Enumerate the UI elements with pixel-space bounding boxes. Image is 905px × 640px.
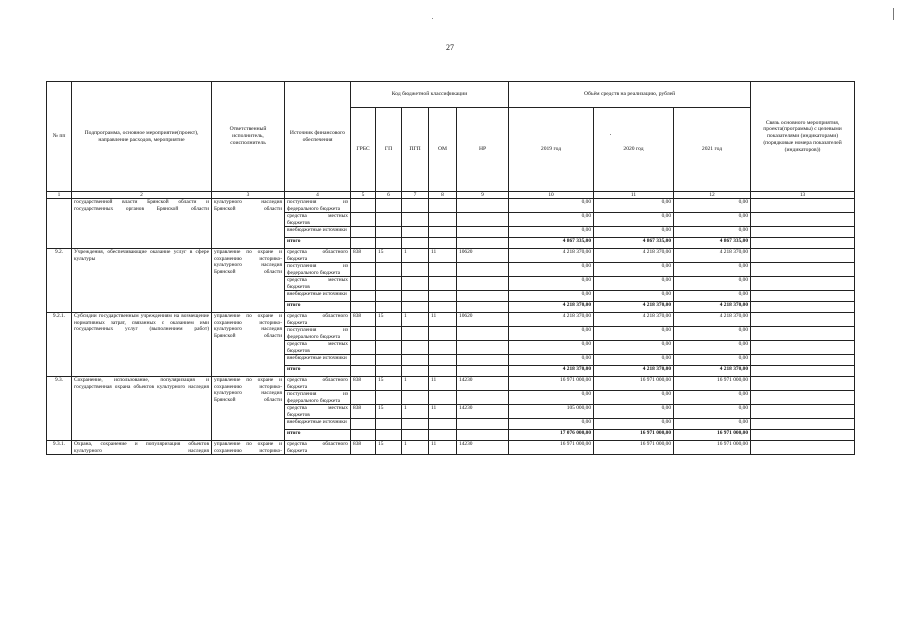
amount-2019: 0,00	[509, 419, 594, 430]
header-number: № пп	[47, 82, 72, 192]
column-index-2: 2	[72, 192, 212, 199]
om-code	[429, 227, 457, 238]
gp-code	[376, 355, 402, 366]
amount-2019: 17 076 000,00	[509, 430, 594, 441]
gp-code: 15	[376, 405, 402, 419]
executor-name: управление по охране и сохранению историко-	[212, 441, 285, 455]
amount-2021: 16 971 000,00	[674, 377, 751, 391]
header-funds-group: Объём средств на реализацию, рублей	[509, 82, 751, 108]
column-index-6: 6	[376, 192, 402, 199]
om-code	[429, 238, 457, 249]
amount-2021: 0,00	[674, 341, 751, 355]
gp-code	[376, 366, 402, 377]
executor-name: культурного наследия Брянской области	[212, 199, 285, 249]
funding-source: средства местных бюджетов	[285, 405, 351, 419]
amount-2021: 4 218 370,00	[674, 313, 751, 327]
grbs-code	[351, 227, 376, 238]
amount-2019: 0,00	[509, 227, 594, 238]
gp-code	[376, 199, 402, 213]
header-2019: 2019 год	[509, 108, 594, 192]
indicator-link	[751, 302, 855, 313]
indicator-link	[751, 366, 855, 377]
header-executor: Ответственный исполнитель, соисполнитель	[212, 82, 285, 192]
funding-source: поступления из федерального бюджета	[285, 263, 351, 277]
grbs-code	[351, 291, 376, 302]
grbs-code	[351, 199, 376, 213]
pgp-code	[402, 238, 429, 249]
indicator-link	[751, 263, 855, 277]
pgp-code: 1	[402, 405, 429, 419]
amount-2019: 0,00	[509, 263, 594, 277]
column-index-3: 3	[212, 192, 285, 199]
amount-2019: 0,00	[509, 391, 594, 405]
amount-2021: 0,00	[674, 419, 751, 430]
funding-source: поступления из федерального бюджета	[285, 199, 351, 213]
amount-2019: 4 218 370,00	[509, 249, 594, 263]
pgp-code	[402, 366, 429, 377]
funding-source: внебюджетные источники	[285, 291, 351, 302]
indicator-link	[751, 327, 855, 341]
amount-2019: 4 218 370,00	[509, 366, 594, 377]
row-number	[47, 199, 72, 249]
gp-code: 15	[376, 441, 402, 455]
header-pgp: ПГП	[402, 108, 429, 192]
om-code	[429, 291, 457, 302]
amount-2021: 16 971 000,00	[674, 441, 751, 455]
gp-code	[376, 213, 402, 227]
np-code	[457, 366, 509, 377]
grbs-code	[351, 238, 376, 249]
indicator-link	[751, 199, 855, 213]
indicator-link	[751, 277, 855, 291]
pgp-code	[402, 327, 429, 341]
amount-2020: 4 218 370,00	[594, 366, 674, 377]
amount-2020: 0,00	[594, 355, 674, 366]
table-row	[47, 199, 855, 213]
funding-source: средства местных бюджетов	[285, 277, 351, 291]
grbs-code: 838	[351, 377, 376, 391]
np-code	[457, 213, 509, 227]
pgp-code	[402, 263, 429, 277]
grbs-code: 838	[351, 441, 376, 455]
np-code	[457, 263, 509, 277]
om-code	[429, 341, 457, 355]
page-number: 27	[446, 43, 454, 52]
column-index-13: 13	[751, 192, 855, 199]
table-header	[47, 82, 855, 199]
grbs-code	[351, 263, 376, 277]
amount-2021: 0,00	[674, 391, 751, 405]
indicator-link	[751, 405, 855, 419]
funding-source: внебюджетные источники	[285, 227, 351, 238]
indicator-link	[751, 441, 855, 455]
column-index-12: 12	[674, 192, 751, 199]
indicator-link	[751, 291, 855, 302]
amount-2021: 16 971 000,00	[674, 430, 751, 441]
grbs-code	[351, 355, 376, 366]
gp-code	[376, 419, 402, 430]
np-code: 10620	[457, 249, 509, 263]
pgp-code	[402, 430, 429, 441]
funding-source: итого	[285, 366, 351, 377]
om-code	[429, 419, 457, 430]
pgp-code	[402, 355, 429, 366]
gp-code	[376, 238, 402, 249]
np-code	[457, 302, 509, 313]
amount-2019: 16 971 000,00	[509, 441, 594, 455]
pgp-code	[402, 277, 429, 291]
amount-2019: 0,00	[509, 291, 594, 302]
pgp-code: 1	[402, 313, 429, 327]
np-code	[457, 277, 509, 291]
indicator-link	[751, 227, 855, 238]
column-index-11: 11	[594, 192, 674, 199]
header-budget-code-group: Код бюджетной классификации	[351, 82, 509, 108]
pgp-code	[402, 227, 429, 238]
grbs-code	[351, 341, 376, 355]
amount-2020: 0,00	[594, 391, 674, 405]
header-grbs: ГРБС	[351, 108, 376, 192]
column-index-1: 1	[47, 192, 72, 199]
np-code	[457, 238, 509, 249]
om-code: 11	[429, 377, 457, 391]
pgp-code: 1	[402, 249, 429, 263]
amount-2019: 0,00	[509, 341, 594, 355]
scan-speck	[432, 18, 433, 19]
header-2021: 2021 год	[674, 108, 751, 192]
om-code	[429, 199, 457, 213]
om-code	[429, 391, 457, 405]
indicator-link	[751, 391, 855, 405]
indicator-link	[751, 313, 855, 327]
funding-source: внебюджетные источники	[285, 419, 351, 430]
indicator-link	[751, 238, 855, 249]
amount-2020: 0,00	[594, 327, 674, 341]
amount-2020: 0,00	[594, 341, 674, 355]
pgp-code	[402, 291, 429, 302]
np-code	[457, 291, 509, 302]
gp-code	[376, 227, 402, 238]
grbs-code: 838	[351, 405, 376, 419]
amount-2020: 0,00	[594, 405, 674, 419]
np-code	[457, 430, 509, 441]
amount-2019: 4 218 370,00	[509, 302, 594, 313]
np-code	[457, 391, 509, 405]
column-index-8: 8	[429, 192, 457, 199]
indicator-link	[751, 419, 855, 430]
om-code: 11	[429, 405, 457, 419]
funding-source: средства местных бюджетов	[285, 341, 351, 355]
om-code	[429, 327, 457, 341]
grbs-code	[351, 327, 376, 341]
gp-code	[376, 291, 402, 302]
om-code	[429, 302, 457, 313]
amount-2021: 0,00	[674, 277, 751, 291]
gp-code	[376, 263, 402, 277]
amount-2019: 4 218 370,00	[509, 313, 594, 327]
np-code	[457, 327, 509, 341]
np-code	[457, 355, 509, 366]
funding-source: средства областного бюджета	[285, 377, 351, 391]
amount-2019: 105 000,00	[509, 405, 594, 419]
program-name: государственной власти Брянской области и государственных органов Брянской области	[72, 199, 212, 249]
om-code	[429, 430, 457, 441]
gp-code	[376, 327, 402, 341]
amount-2019: 0,00	[509, 355, 594, 366]
grbs-code	[351, 277, 376, 291]
np-code: 14230	[457, 377, 509, 391]
np-code: 10620	[457, 313, 509, 327]
amount-2019: 0,00	[509, 327, 594, 341]
grbs-code	[351, 302, 376, 313]
grbs-code: 838	[351, 313, 376, 327]
gp-code	[376, 277, 402, 291]
funding-source: итого	[285, 430, 351, 441]
funding-source: внебюджетные источники	[285, 355, 351, 366]
amount-2020: 16 971 000,00	[594, 441, 674, 455]
amount-2020: 4 218 370,00	[594, 313, 674, 327]
indicator-link	[751, 377, 855, 391]
amount-2020: 0,00	[594, 263, 674, 277]
row-number: 9.2.1.	[47, 313, 72, 377]
gp-code: 15	[376, 377, 402, 391]
gp-code: 15	[376, 249, 402, 263]
funding-source: средства областного бюджета	[285, 441, 351, 455]
amount-2021: 4 218 370,00	[674, 249, 751, 263]
header-om: ОМ	[429, 108, 457, 192]
amount-2020: 4 218 370,00	[594, 249, 674, 263]
pgp-code	[402, 213, 429, 227]
pgp-code	[402, 341, 429, 355]
funding-source: поступления из федерального бюджета	[285, 327, 351, 341]
funding-source: поступления из федерального бюджета	[285, 391, 351, 405]
amount-2019: 4 867 335,00	[509, 238, 594, 249]
header-2020: 2020 год	[594, 108, 674, 192]
row-number: 9.3.1.	[47, 441, 72, 455]
om-code	[429, 213, 457, 227]
gp-code	[376, 430, 402, 441]
funding-source: средства местных бюджетов	[285, 213, 351, 227]
grbs-code	[351, 419, 376, 430]
indicator-link	[751, 355, 855, 366]
funding-source: итого	[285, 302, 351, 313]
header-source: Источник финансового обеспечения	[285, 82, 351, 192]
pgp-code	[402, 302, 429, 313]
table-row	[47, 441, 855, 455]
header-np: НР	[457, 108, 509, 192]
pgp-code	[402, 199, 429, 213]
executor-name: управление по охране и сохранению историко-культурного наследия Брянской области	[212, 377, 285, 441]
amount-2020: 0,00	[594, 291, 674, 302]
amount-2021: 4 218 370,00	[674, 366, 751, 377]
amount-2020: 0,00	[594, 277, 674, 291]
om-code	[429, 366, 457, 377]
grbs-code	[351, 430, 376, 441]
row-number: 9.3.	[47, 377, 72, 441]
executor-name: управление по охране и сохранению историко-культурного наследия Брянской области	[212, 313, 285, 377]
amount-2021: 0,00	[674, 291, 751, 302]
amount-2021: 0,00	[674, 227, 751, 238]
pgp-code: 1	[402, 441, 429, 455]
column-index-9: 9	[457, 192, 509, 199]
om-code: 11	[429, 249, 457, 263]
np-code	[457, 419, 509, 430]
amount-2020: 4 218 370,00	[594, 302, 674, 313]
amount-2020: 0,00	[594, 419, 674, 430]
funding-source: средства областного бюджета	[285, 313, 351, 327]
program-name: Сохранение, использование, популяризация и государственная охрана объектов культурного наследия	[72, 377, 212, 441]
np-code	[457, 227, 509, 238]
table-body	[47, 199, 855, 455]
table-row	[47, 313, 855, 327]
gp-code	[376, 302, 402, 313]
program-name: Субсидии государственным учреждениям на возмещение нормативных затрат, связанных с оказанием ими государственных услуг (выполнением работ)	[72, 313, 212, 377]
indicator-link	[751, 249, 855, 263]
amount-2021: 0,00	[674, 405, 751, 419]
amount-2020: 16 971 000,00	[594, 377, 674, 391]
table-row	[47, 377, 855, 391]
amount-2021: 0,00	[674, 327, 751, 341]
amount-2021: 4 867 335,00	[674, 238, 751, 249]
scan-edge-mark	[893, 8, 894, 20]
om-code	[429, 355, 457, 366]
amount-2020: 0,00	[594, 199, 674, 213]
np-code: 14230	[457, 405, 509, 419]
pgp-code: 1	[402, 377, 429, 391]
gp-code	[376, 341, 402, 355]
header-program: Подпрограмма, основное мероприятие(проект), направление расходов, мероприятие	[72, 82, 212, 192]
amount-2021: 0,00	[674, 263, 751, 277]
amount-2020: 0,00	[594, 213, 674, 227]
om-code: 11	[429, 441, 457, 455]
grbs-code	[351, 366, 376, 377]
column-index-7: 7	[402, 192, 429, 199]
om-code	[429, 277, 457, 291]
pgp-code	[402, 419, 429, 430]
amount-2019: 0,00	[509, 277, 594, 291]
amount-2020: 4 867 335,00	[594, 238, 674, 249]
np-code	[457, 341, 509, 355]
np-code	[457, 199, 509, 213]
grbs-code: 838	[351, 249, 376, 263]
amount-2019: 0,00	[509, 199, 594, 213]
amount-2021: 0,00	[674, 213, 751, 227]
np-code: 14230	[457, 441, 509, 455]
amount-2021: 0,00	[674, 355, 751, 366]
pgp-code	[402, 391, 429, 405]
column-index-10: 10	[509, 192, 594, 199]
om-code: 11	[429, 313, 457, 327]
column-index-4: 4	[285, 192, 351, 199]
gp-code	[376, 391, 402, 405]
amount-2019: 16 971 000,00	[509, 377, 594, 391]
indicator-link	[751, 430, 855, 441]
funding-source: средства областного бюджета	[285, 249, 351, 263]
amount-2020: 16 971 000,00	[594, 430, 674, 441]
header-link: Связь основного мероприятия, проекта(программы) с целевыми показателями (индикаторами) (порядковые номера показателей (индикаторов))	[751, 82, 855, 192]
indicator-link	[751, 341, 855, 355]
amount-2020: 0,00	[594, 227, 674, 238]
amount-2021: 0,00	[674, 199, 751, 213]
indicator-link	[751, 213, 855, 227]
program-name: Охрана, сохранение и популяризация объектов культурного наследия	[72, 441, 212, 455]
table-row	[47, 249, 855, 263]
header-gp: ГП	[376, 108, 402, 192]
executor-name: управление по охране и сохранению историко-культурного наследия Брянской области	[212, 249, 285, 313]
funding-source: итого	[285, 238, 351, 249]
amount-2021: 4 218 370,00	[674, 302, 751, 313]
program-name: Учреждения, обеспечивающие оказание услуг в сфере культуры	[72, 249, 212, 313]
grbs-code	[351, 391, 376, 405]
grbs-code	[351, 213, 376, 227]
row-number: 9.2.	[47, 249, 72, 313]
column-index-5: 5	[351, 192, 376, 199]
column-index-row	[47, 192, 855, 199]
amount-2019: 0,00	[509, 213, 594, 227]
om-code	[429, 263, 457, 277]
gp-code: 15	[376, 313, 402, 327]
budget-table	[46, 81, 855, 455]
